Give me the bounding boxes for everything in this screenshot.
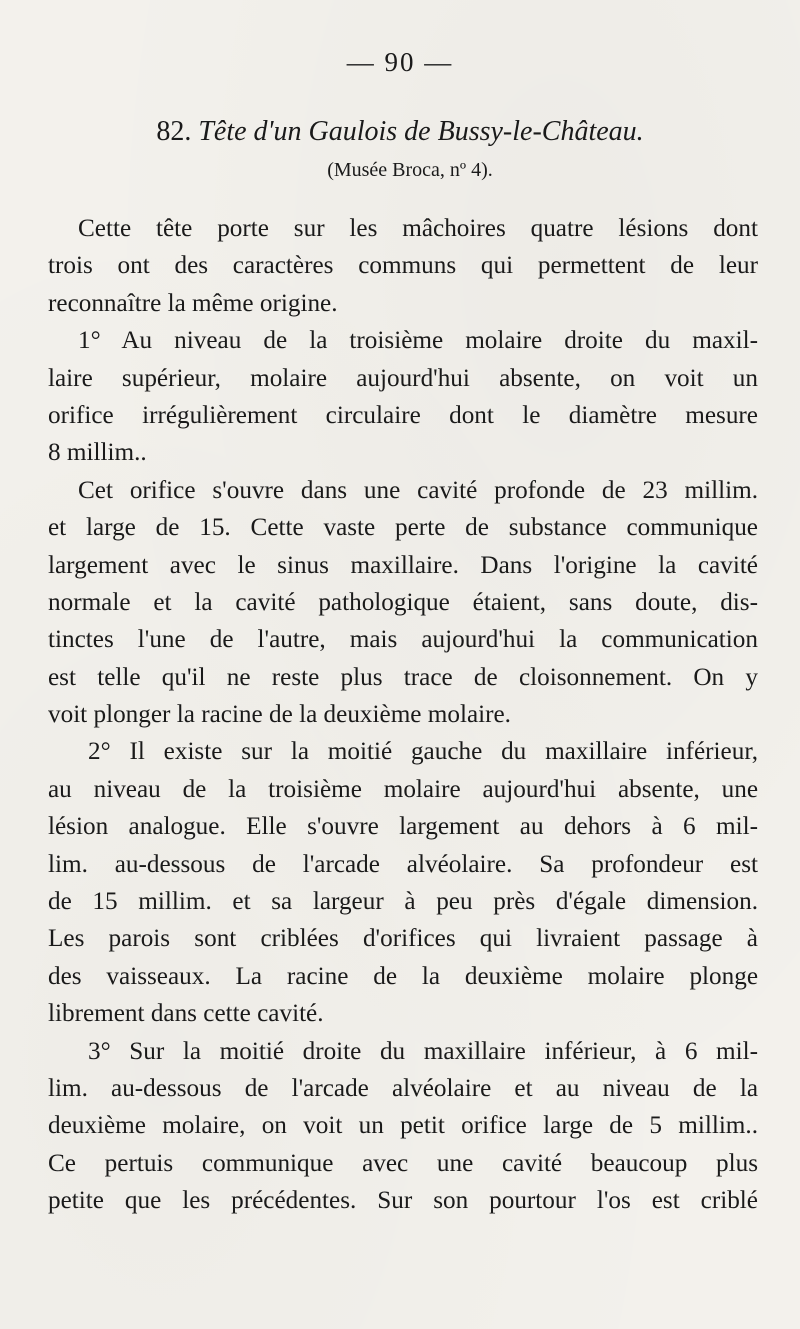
text-line: des vaisseaux. La racine de la deuxième molaire plonge [48, 962, 758, 990]
text-line: Cette tête porte sur les mâchoires quatre lésions dont [78, 215, 758, 242]
body-text [48, 210, 758, 1220]
text-line: lésion analogue. Elle s'ouvre largement au dehors à 6 mil- [48, 813, 758, 841]
section-number: 82. [156, 116, 192, 147]
text-line: 8 millim.. [48, 439, 147, 467]
section-subheading: (Musée Broca, nº 4). [327, 159, 493, 181]
text-line: librement dans cette cavité. [48, 1000, 324, 1028]
text-line: de 15 millim. et sa largeur à peu près d'égale dimension. [48, 888, 758, 916]
text-line: Les parois sont criblées d'orifices qui livraient passage à [48, 925, 758, 953]
text-line: normale et la cavité pathologique étaient, sans doute, dis- [48, 588, 758, 616]
text-line: 3° Sur la moitié droite du maxillaire inférieur, à 6 mil- [88, 1037, 758, 1065]
text-line: deuxième molaire, on voit un petit orifice large de 5 millim.. [48, 1112, 758, 1140]
text-line: lim. au-dessous de l'arcade alvéolaire et au niveau de la [48, 1074, 758, 1102]
text-line: Cet orifice s'ouvre dans une cavité profonde de 23 millim. [78, 476, 758, 504]
text-line: trois ont des caractères communs qui permettent de leur [48, 252, 758, 280]
page-number: — 90 — [346, 47, 454, 77]
text-line: est telle qu'il ne reste plus trace de cloisonnement. On y [48, 663, 758, 691]
section-heading [0, 114, 800, 150]
text-line: 1° Au niveau de la troisième molaire droite du maxil- [78, 327, 758, 355]
text-line: tinctes l'une de l'autre, mais aujourd'hui la communication [48, 626, 758, 654]
text-line: orifice irrégulièrement circulaire dont le diamètre mesure [48, 401, 758, 429]
text-line: voit plonger la racine de la deuxième molaire. [48, 701, 511, 729]
text-line: 2° Il existe sur la moitié gauche du maxillaire inférieur, [88, 738, 758, 766]
text-line: lim. au-dessous de l'arcade alvéolaire. Sa profondeur est [48, 850, 758, 878]
text-line: et large de 15. Cette vaste perte de substance communique [48, 514, 758, 542]
text-line: largement avec le sinus maxillaire. Dans l'origine la cavité [48, 551, 758, 579]
text-line: reconnaître la même origine. [48, 289, 338, 317]
text-line: au niveau de la troisième molaire aujourd'hui absente, une [48, 775, 758, 803]
text-line: petite que les précédentes. Sur son pourtour l'os est criblé [48, 1187, 758, 1215]
section-title: Tête d'un Gaulois de Bussy-le-Château. [198, 116, 644, 147]
text-line: laire supérieur, molaire aujourd'hui absente, on voit un [48, 364, 758, 392]
text-line: Ce pertuis communique avec une cavité beaucoup plus [48, 1149, 758, 1177]
